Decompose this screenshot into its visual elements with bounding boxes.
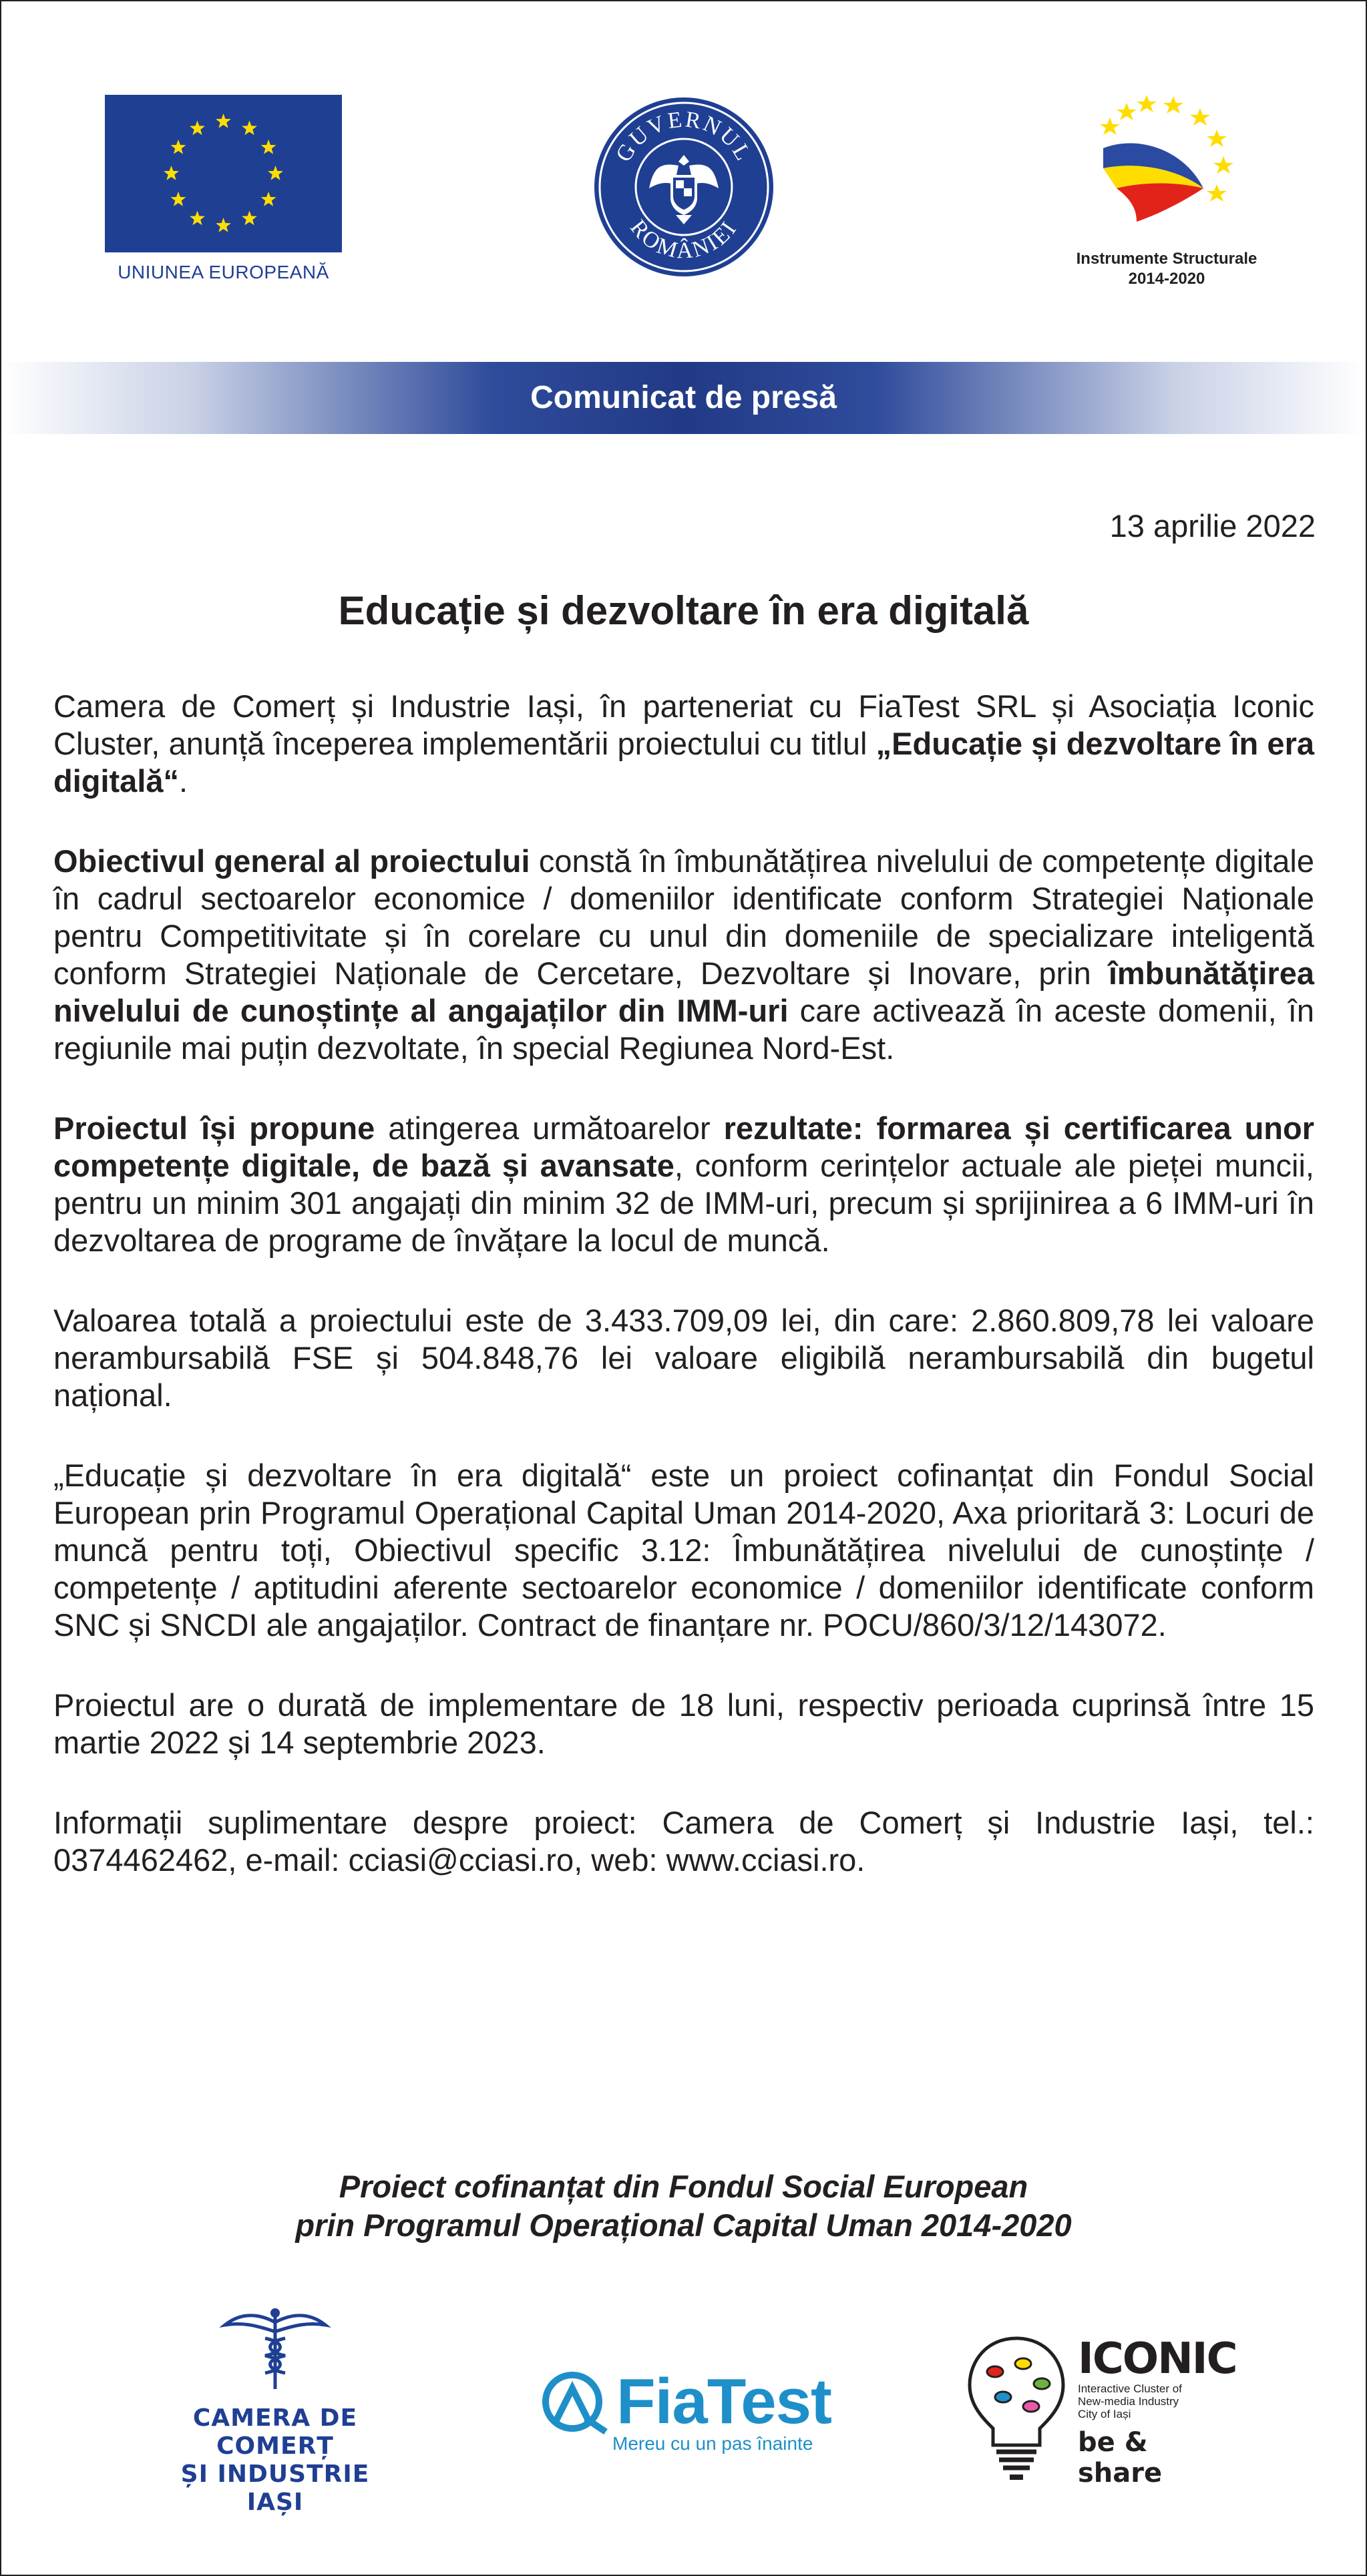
eu-star-icon xyxy=(242,211,257,226)
eu-star-icon xyxy=(190,121,205,136)
paragraph-cofinancing: „Educație și dezvoltare în era digitală“ este un proiect cofinanțat din Fondul Social European prin Programul Operațional Capital Uman 2014-2020, Axa prioritară 3: Locuri de muncă pentru toți, Obiectivul specific 3.12: Îmbunătățirea nivelului de cunoștințe / competențe / aptitudini aferente sectoarelor economice / domeniilor identificate conform SNC și SNCDI ale angajaților. Contract de finanțare nr. POCU/860/3/12/143072. xyxy=(53,1458,1314,1643)
gov-ring-top-text: GUVERNUL xyxy=(611,107,757,166)
fiatest-tagline: Mereu cu un pas înainte xyxy=(612,2433,813,2454)
eu-star-icon xyxy=(242,121,257,136)
lightbulb-icon xyxy=(963,2332,1070,2485)
structural-instruments-caption: Instrumente Structurale 2014-2020 xyxy=(1076,250,1257,288)
eu-star-icon xyxy=(171,140,186,154)
caduceus-icon xyxy=(218,2305,332,2392)
cci-iasi-logo xyxy=(142,2305,409,2517)
document-title: Educație și dezvoltare în era digitală xyxy=(338,588,1029,633)
cofinancing-note: Proiect cofinanțat din Fondul Social European prin Programul Operațional Capital Uman 2014-2020 xyxy=(295,2169,1072,2243)
fiatest-logo xyxy=(539,2365,839,2454)
iconic-tagline: be & share xyxy=(1078,2427,1163,2489)
paragraph-intro: Camera de Comerț și Industrie Iași, în parteneriat cu FiaTest SRL și Asociația Iconic Cluster, anunță începerea implementării proiectului cu titlul „Educație și dezvoltare în era digitală“. xyxy=(53,688,1314,799)
paragraph-objective: Obiectivul general al proiectului constă în îmbunătățirea nivelului de competențe digitale în cadrul sectoarelor economice / domeniilor identificate conform Strategiei Naționale pentru Competitivitate și în corelare cu unul din domeniile de specializare inteligentă conform Strategiei Naționale de Cercetare, Dezvoltare și Inovare, prin îmbunătățirea nivelului de cunoștințe al angajaților din IMM-uri care activează în aceste domenii, în regiunile mai puțin dezvoltate, în special Regiunea Nord-Est. xyxy=(53,843,1314,1066)
eu-star-icon xyxy=(216,114,231,128)
cci-name: CAMERA DE COMERȚ ȘI INDUSTRIE IAȘI xyxy=(180,2404,370,2516)
iconic-description: Interactive Cluster of New-media Industry City of Iași xyxy=(1078,2382,1182,2420)
eu-star-icon xyxy=(216,218,231,232)
fiatest-name: FiaTest xyxy=(616,2366,831,2437)
iconic-cluster-logo xyxy=(963,2332,1237,2489)
eu-caption: UNIUNEA EUROPEANĂ xyxy=(118,262,329,282)
paragraph-contact: Informații suplimentare despre proiect: Camera de Comerț și Industrie Iași, tel.: 0374462462, e-mail: cciasi@cciasi.ro, web: www.cciasi.ro. xyxy=(53,1805,1314,1878)
eu-star-icon xyxy=(268,166,283,180)
fiatest-mark-icon xyxy=(539,2365,612,2438)
eu-star-icon xyxy=(164,166,179,180)
eu-star-icon xyxy=(190,211,205,226)
iconic-name: ICONIC xyxy=(1078,2334,1237,2384)
paragraph-value: Valoarea totală a proiectului este de 3.433.709,09 lei, din care: 2.860.809,78 lei valoare nerambursabilă FSE și 504.848,76 lei valoare eligibilă nerambursabilă din bugetul național. xyxy=(53,1303,1314,1413)
eu-star-icon xyxy=(261,192,276,206)
banner-title: Comunicat de presă xyxy=(530,380,837,415)
press-release-body xyxy=(53,688,1314,1922)
gov-ring-bottom-text: ROMÂNIEI xyxy=(625,215,743,264)
eu-logo xyxy=(105,95,342,283)
press-release-banner xyxy=(1,362,1366,434)
release-date: 13 aprilie 2022 xyxy=(1109,508,1316,544)
eu-flag-icon xyxy=(105,95,342,252)
eu-star-icon xyxy=(261,140,276,154)
paragraph-duration: Proiectul are o durată de implementare de 18 luni, respectiv perioada cuprinsă între 15 martie 2022 și 14 septembrie 2023. xyxy=(53,1687,1314,1760)
paragraph-results: Proiectul își propune atingerea următoarelor rezultate: formarea și certificarea unor competențe digitale, de bază și avansate, conform cerințelor actuale ale pieței muncii, pentru un minim 301 angajați din minim 32 de IMM-uri, precum și sprijinirea a 6 IMM-uri în dezvoltarea de programe de învățare la locul de muncă. xyxy=(53,1110,1315,1258)
structural-instruments-icon xyxy=(1056,88,1277,242)
structural-instruments-logo xyxy=(1056,88,1277,289)
eu-star-icon xyxy=(171,192,186,206)
romanian-government-seal xyxy=(592,95,776,279)
